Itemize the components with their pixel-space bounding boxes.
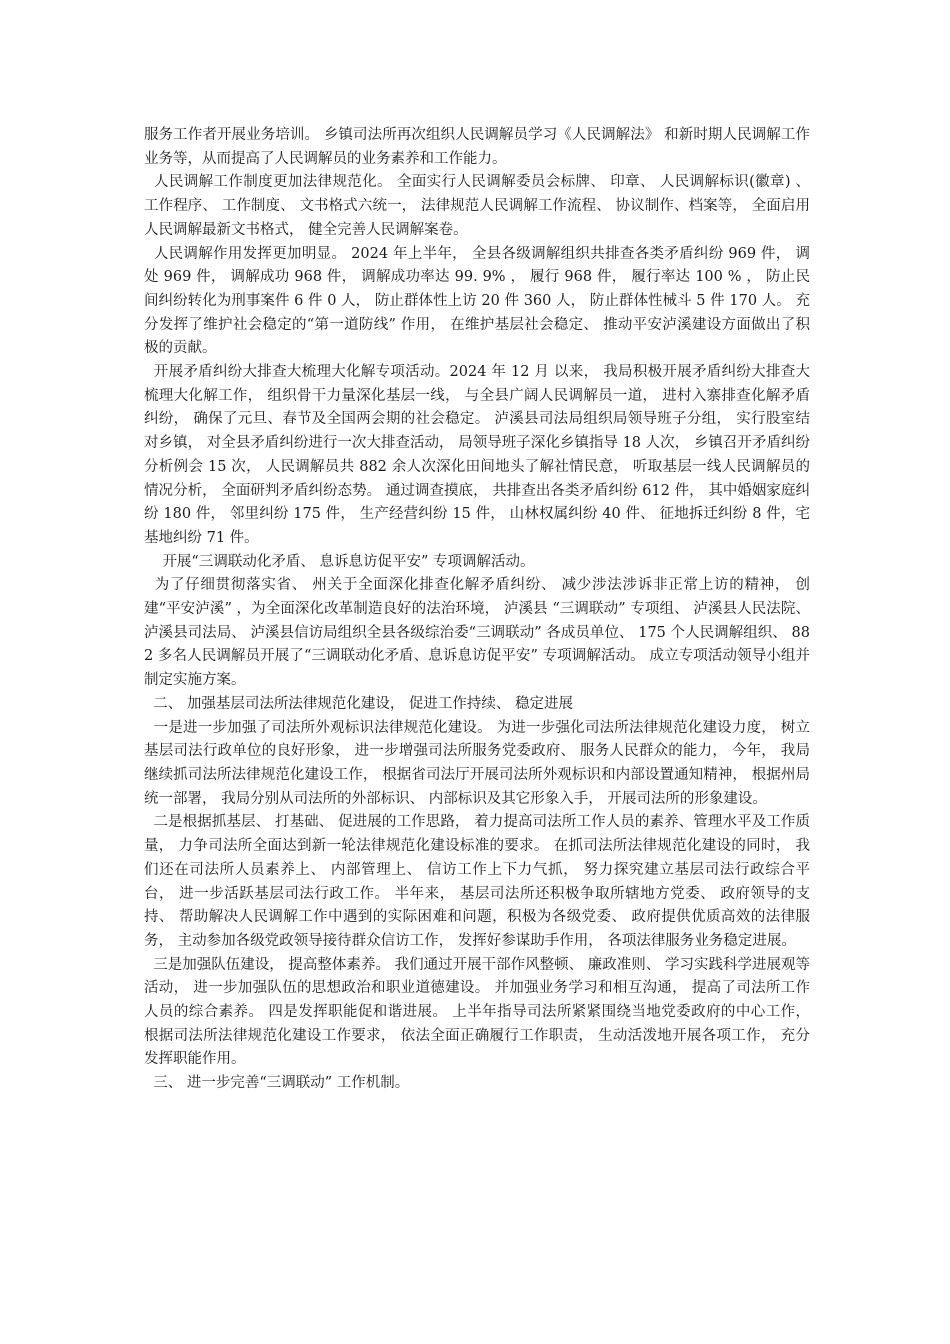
- paragraph-training-continued: 服务工作者开展业务培训。 乡镇司法所再次组织人民调解员学习《人民调解法》 和新时期人民调解工作业务等，从而提高了人民调解员的业务素养和工作能力。: [144, 127, 810, 167]
- paragraph-point-two: 二是根据抓基层、 打基础、 促进展的工作思路， 着力提高司法所工作人员的素养、管理水平及工作质量， 力争司法所全面达到新一轮法律规范化建设标准的要求。 在抓司法所法律规范化建设的同时， 我们还在司法所人员素养上、 内部管理上、 信访工作上下力气抓， 努力探究建立基层司法行政综合平台， 进一步活跃基层司法行政工作。 半年来， 基层司法所还积极争取所辖地方党委、 政府领导的支持、 帮助解决人民调解工作中遇到的实际困难和问题，积极为各级党委、 政府提供优质高效的法律服务， 主动参加各级党政领导接待群众信访工作， 发挥好参谋助手作用， 各项法律服务业务稳定进展。: [144, 814, 811, 949]
- paragraph-mediation-standardization: 人民调解工作制度更加法律规范化。 全面实行人民调解委员会标牌、 印章、 人民调解标识(徽章) 、 工作程序、 工作制度、 文书格式六统一， 法律规范人民调解工作流程、 协议制作、档案等， 全面启用人民调解最新文书格式， 健全完善人民调解案卷。: [144, 174, 815, 238]
- document-page: [144, 124, 815, 1096]
- paragraph-three-mediation-campaign-heading: 开展“三调联动化矛盾、 息诉息访促平安” 专项调解活动。: [144, 553, 535, 570]
- paragraph-three-mediation-campaign: 为了仔细贯彻落实省、 州关于全面深化排查化解矛盾纠纷、 减少涉法涉诉非正常上访的精神， 创建“平安泸溪” ，为全面深化改革制造良好的法治环境， 泸溪县 “三调联动” 专项组、 泸溪县人民法院、 泸溪县司法局、 泸溪县信访局组织全县各级综治委“三调联动” 各成员单位、 175 个人民调解组织、 882 多名人民调解员开展了“三调联动化矛盾、息诉息访促平安” 专项调解活动。 成立专项活动领导小组并制定实施方案。: [144, 577, 815, 689]
- paragraph-point-three: 三是加强队伍建设， 提高整体素养。 我们通过开展干部作风整顿、 廉政准则、 学习实践科学进展观等活动， 进一步加强队伍的思想政治和职业道德建设。 并加强业务学习和相互沟通， 提高了司法所工作人员的综合素养。 四是发挥职能促和谐进展。 上半年指导司法所紧紧围绕当地党委政府的中心工作， 根据司法所法律规范化建设工作要求， 依法全面正确履行工作职责， 生动活泼地开展各项工作， 充分发挥职能作用。: [144, 956, 815, 1068]
- paragraph-point-one: 一是进一步加强了司法所外观标识法律规范化建设。 为进一步强化司法所法律规范化建设力度， 树立基层司法行政单位的良好形象， 进一步增强司法所服务党委政府、 服务人民群众的能力， 今年， 我局继续抓司法所法律规范化建设工作， 根据省司法厅开展司法所外观标识和内部设置通知精神， 根据州局统一部署， 我局分别从司法所的外部标识、 内部标识及其它形象入手， 开展司法所的形象建设。: [144, 719, 811, 807]
- paragraph-mediation-effect: 人民调解作用发挥更加明显。 2024 年上半年， 全县各级调解组织共排查各类矛盾纠纷 969 件， 调处 969 件， 调解成功 968 件， 调解成功率达 99. 9% ， 履行 968 件， 履行率达 100 % ， 防止民间纠纷转化为刑事案件 6 件 0 人， 防止群体性上访 20 件 360 人， 防止群体性械斗 5 件 170 人。 充分发挥了维护社会稳定的“第一道防线” 作用， 在维护基层社会稳定、 推动平安泸溪建设方面做出了积极的贡献。: [144, 245, 811, 357]
- paragraph-dispute-investigation: 开展矛盾纠纷大排查大梳理大化解专项活动。2024 年 12 月 以来， 我局积极开展矛盾纠纷大排查大梳理大化解工作， 组织骨干力量深化基层一线， 与全县广阔人民调解员一道， 进村入寨排查化解矛盾纠纷， 确保了元旦、春节及全国两会期的社会稳定。 泸溪县司法局组织局领导班子分组， 实行股室结对乡镇， 对全县矛盾纠纷进行一次大排查活动， 局领导班子深化乡镇指导 18 人次， 乡镇召开矛盾纠纷分析例会 15 次， 人民调解员共 882 余人次深化田间地头了解社情民意， 听取基层一线人民调解员的情况分析， 全面研判矛盾纠纷态势。 通过调查摸底， 共排查出各类矛盾纠纷 612 件， 其中婚姻家庭纠纷 180 件， 邻里纠纷 175 件， 生产经营纠纷 15 件， 山林权属纠纷 40 件、 征地拆迁纠纷 8 件，宅基地纠纷 71 件。: [144, 364, 810, 546]
- section-heading-two: 二、 加强基层司法所法律规范化建设， 促进工作持续、 稳定进展: [144, 695, 574, 712]
- section-heading-three: 三、 进一步完善“三调联动” 工作机制。: [144, 1075, 410, 1092]
